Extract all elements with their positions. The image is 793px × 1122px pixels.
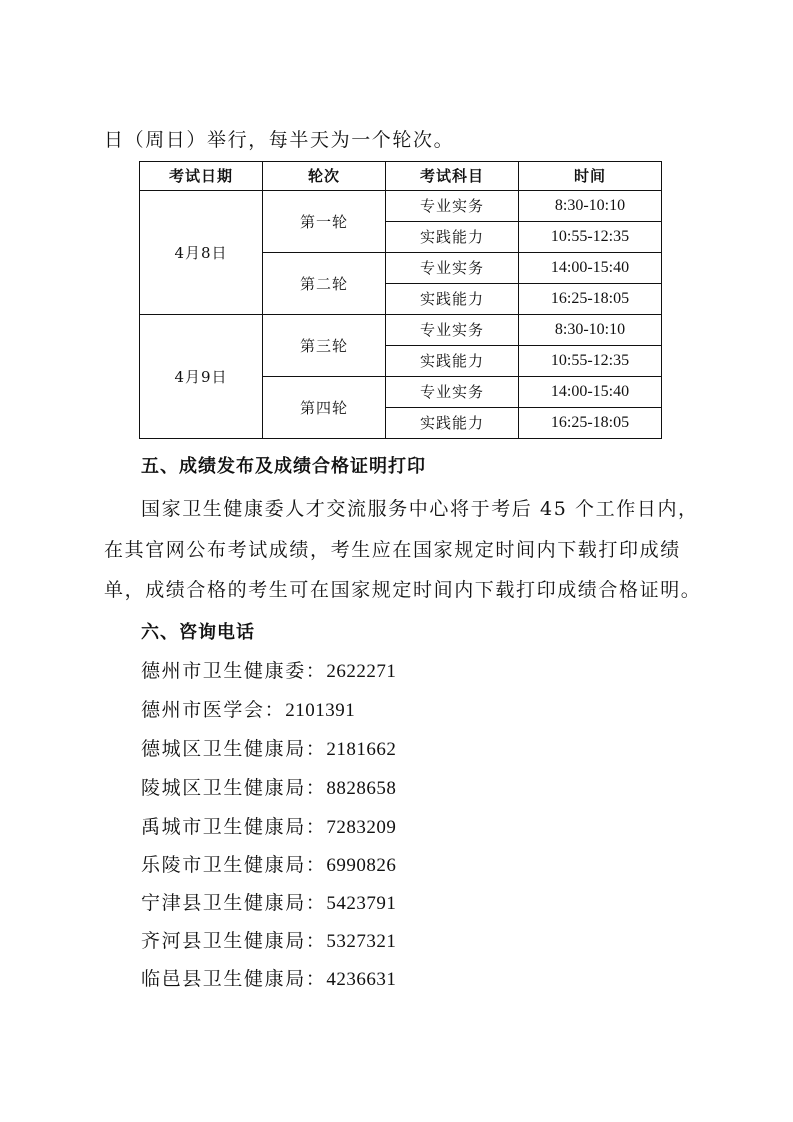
round-cell: 第四轮 xyxy=(263,377,386,439)
subject-cell: 实践能力 xyxy=(386,284,519,315)
contact-row xyxy=(141,967,396,992)
contact-phone: 8828658 xyxy=(326,778,397,799)
exam-schedule-table xyxy=(139,161,662,439)
contact-row xyxy=(141,853,396,878)
round-cell: 第一轮 xyxy=(263,191,386,253)
contact-row xyxy=(141,891,396,916)
time-cell: 14:00-15:40 xyxy=(519,377,662,408)
round-cell: 第二轮 xyxy=(263,253,386,315)
contact-row xyxy=(141,659,396,684)
section5-paragraph-line: 在其官网公布考试成绩，考生应在国家规定时间内下载打印成绩 xyxy=(104,539,681,561)
subject-cell: 实践能力 xyxy=(386,222,519,253)
contact-org: 齐河县卫生健康局： xyxy=(141,930,327,952)
contact-row xyxy=(141,929,396,954)
section6-heading: 六、咨询电话 xyxy=(141,622,255,643)
exam-date-cell: 4月8日 xyxy=(140,191,263,315)
table-row xyxy=(140,315,662,346)
subject-cell: 专业实务 xyxy=(386,253,519,284)
round-cell: 第三轮 xyxy=(263,315,386,377)
header-subject: 考试科目 xyxy=(386,162,519,191)
section5-paragraph-line: 国家卫生健康委人才交流服务中心将于考后 45 个工作日内， xyxy=(141,498,699,520)
time-cell: 8:30-10:10 xyxy=(519,191,662,222)
contact-phone: 6990826 xyxy=(326,855,397,876)
table-header-row xyxy=(140,162,662,191)
contact-row xyxy=(141,776,396,801)
contact-row xyxy=(141,698,355,723)
exam-date-cell: 4月9日 xyxy=(140,315,263,439)
time-cell: 14:00-15:40 xyxy=(519,253,662,284)
contact-phone: 7283209 xyxy=(326,817,397,838)
header-exam-date: 考试日期 xyxy=(140,162,263,191)
subject-cell: 实践能力 xyxy=(386,346,519,377)
subject-cell: 专业实务 xyxy=(386,377,519,408)
contact-phone: 2181662 xyxy=(326,739,397,760)
contact-org: 德城区卫生健康局： xyxy=(141,738,327,760)
contact-org: 临邑县卫生健康局： xyxy=(141,968,327,990)
header-time: 时间 xyxy=(519,162,662,191)
intro-line: 日（周日）举行，每半天为一个轮次。 xyxy=(104,129,455,151)
table-row xyxy=(140,191,662,222)
time-cell: 10:55-12:35 xyxy=(519,346,662,377)
time-cell: 16:25-18:05 xyxy=(519,284,662,315)
contact-row xyxy=(141,815,396,840)
time-cell: 8:30-10:10 xyxy=(519,315,662,346)
contact-org: 德州市卫生健康委： xyxy=(141,660,327,682)
contact-org: 禹城市卫生健康局： xyxy=(141,816,327,838)
time-cell: 10:55-12:35 xyxy=(519,222,662,253)
contact-phone: 5423791 xyxy=(326,893,397,914)
contact-row xyxy=(141,737,396,762)
contact-phone: 4236631 xyxy=(326,969,397,990)
contact-phone: 2622271 xyxy=(326,661,397,682)
subject-cell: 实践能力 xyxy=(386,408,519,439)
subject-cell: 专业实务 xyxy=(386,315,519,346)
contact-org: 乐陵市卫生健康局： xyxy=(141,854,327,876)
section5-paragraph-line: 单，成绩合格的考生可在国家规定时间内下载打印成绩合格证明。 xyxy=(104,579,702,601)
section5-heading: 五、成绩发布及成绩合格证明打印 xyxy=(141,456,426,477)
contact-phone: 2101391 xyxy=(285,700,356,721)
contact-org: 德州市医学会： xyxy=(141,699,286,721)
contact-org: 宁津县卫生健康局： xyxy=(141,892,327,914)
header-round: 轮次 xyxy=(263,162,386,191)
subject-cell: 专业实务 xyxy=(386,191,519,222)
contact-org: 陵城区卫生健康局： xyxy=(141,777,327,799)
time-cell: 16:25-18:05 xyxy=(519,408,662,439)
contact-phone: 5327321 xyxy=(326,931,397,952)
